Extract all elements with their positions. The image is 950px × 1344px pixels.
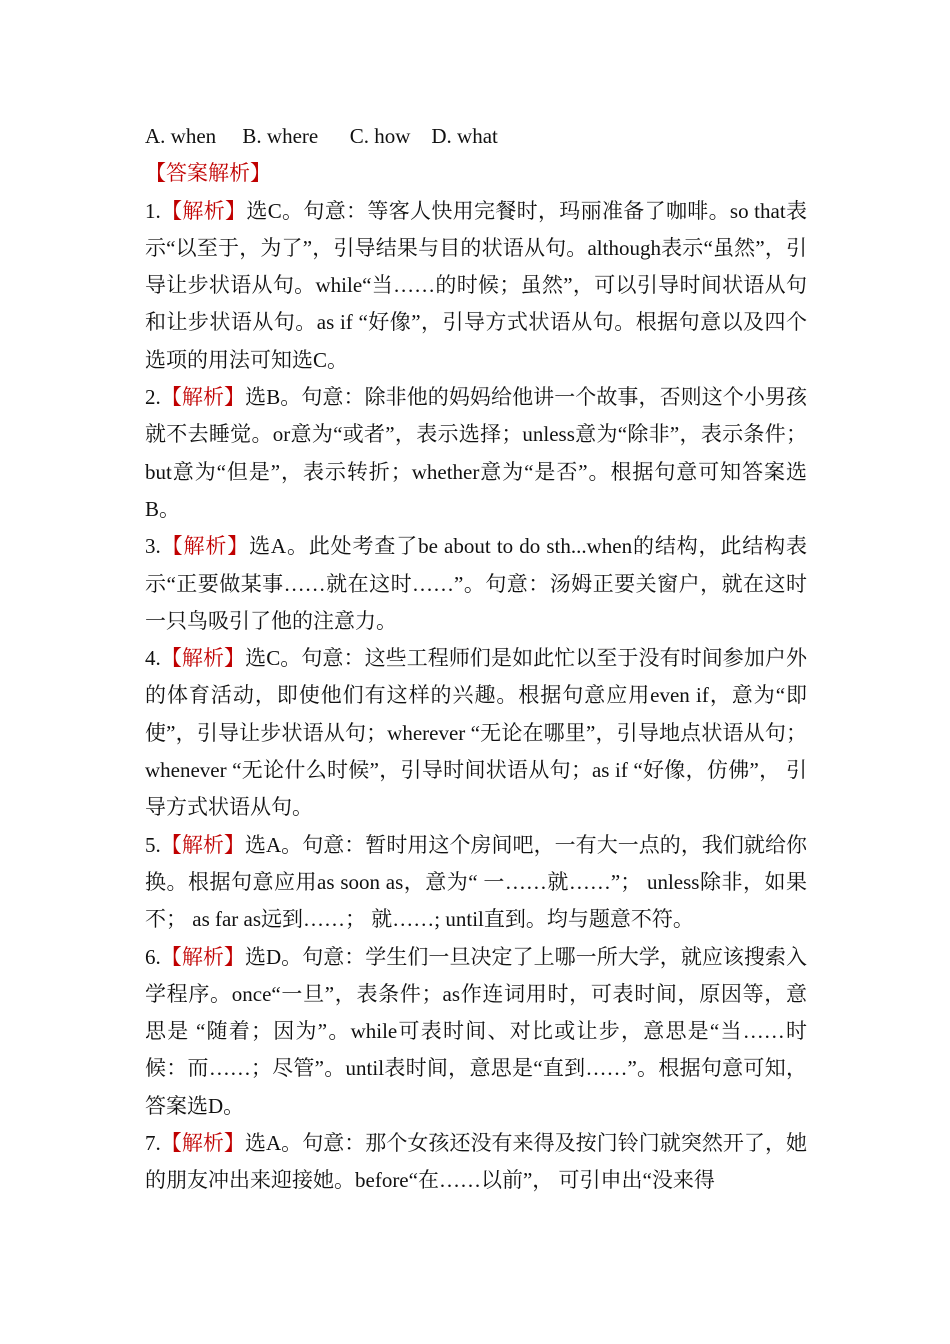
analysis-item-3 <box>145 528 807 640</box>
analysis-item-4 <box>145 640 807 826</box>
analysis-item-6 <box>145 939 807 1125</box>
item-number: 2. <box>145 385 161 410</box>
analysis-tag: 【解析】 <box>160 198 247 223</box>
analysis-item-5 <box>145 827 807 939</box>
analysis-tag: 【解析】 <box>160 534 250 559</box>
answer-analysis-heading: 【答案解析】 <box>145 161 271 186</box>
analysis-item-1 <box>145 193 807 379</box>
analysis-item-2 <box>145 379 807 528</box>
item-text: 选A。句意：那个女孩还没有来得及按门铃门就突然开了，她的朋友冲出来迎接她。before“在……以前”， 可引申出“没来得 <box>145 1131 808 1193</box>
item-text: 选C。句意：这些工程师们是如此忙以至于没有时间参加户外的体育活动，即使他们有这样的兴趣。根据句意应用even if，意为“即使”，引导让步状语从句；wherever “无论在哪里”，引导地点状语从句；whenever “无论什么时候”，引导时间状语从句；as if “好像，仿佛”， 引导方式状语从句。 <box>145 646 808 820</box>
analysis-tag: 【解析】 <box>160 385 246 410</box>
item-text: 选A。此处考查了be about to do sth...when的结构，此结构表示“正要做某事……就在这时……”。句意：汤姆正要关窗户，就在这时一只鸟吸引了他的注意力。 <box>145 534 808 633</box>
answer-options-line: A. when B. where C. how D. what <box>145 124 498 148</box>
analysis-tag: 【解析】 <box>160 646 246 671</box>
item-number: 5. <box>145 832 161 857</box>
analysis-tag: 【解析】 <box>160 1131 245 1156</box>
analysis-tag: 【解析】 <box>160 944 245 969</box>
item-number: 6. <box>145 944 161 969</box>
item-number: 1. <box>145 198 161 223</box>
analysis-item-7 <box>145 1125 807 1200</box>
document-page <box>145 118 807 1200</box>
item-text: 选D。句意：学生们一旦决定了上哪一所大学，就应该搜索入学程序。once“一旦”，表条件；as作连词用时，可表时间，原因等，意思是 “随着；因为”。while可表时间、对比或让步，意思是“当……时候：而……；尽管”。until表时间，意思是“直到……”。根据句意可知，答案选D。 <box>145 944 808 1118</box>
analysis-tag: 【解析】 <box>160 832 245 857</box>
item-number: 3. <box>145 534 161 559</box>
item-number: 4. <box>145 646 161 671</box>
item-number: 7. <box>145 1131 161 1156</box>
item-text: 选A。句意：暂时用这个房间吧，一有大一点的，我们就给你换。根据句意应用as soon as，意为“ 一……就……”； unless除非，如果不； as far as远到……； 就……; until直到。均与题意不符。 <box>145 832 808 932</box>
item-text: 选C。句意：等客人快用完餐时，玛丽准备了咖啡。so that表示“以至于，为了”，引导结果与目的状语从句。although表示“虽然”，引导让步状语从句。while“当……的时候；虽然”，可以引导时间状语从句和让步状语从句。as if “好像”，引导方式状语从句。根据句意以及四个选项的用法可知选C。 <box>145 198 807 372</box>
item-text: 选B。句意：除非他的妈妈给他讲一个故事，否则这个小男孩就不去睡觉。or意为“或者”，表示选择；unless意为“除非”，表示条件；but意为“但是”，表示转折；whether意为“是否”。根据句意可知答案选B。 <box>145 385 808 521</box>
